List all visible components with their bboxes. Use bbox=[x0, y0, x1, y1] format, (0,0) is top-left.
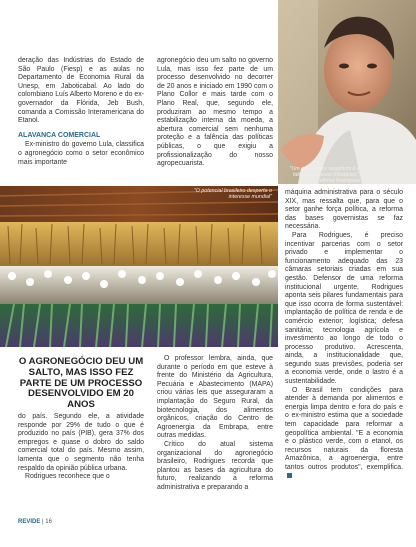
column-2-bottom bbox=[157, 355, 273, 493]
subheading: ALAVANCA COMERCIAL bbox=[18, 131, 101, 139]
portrait-caption: "Um dos pontos negativos é a falta de recursos tributários", afirma Rodrigues bbox=[289, 166, 360, 185]
paragraph: Rodrigues reconhece que o bbox=[25, 473, 110, 481]
page-number: 16 bbox=[45, 519, 52, 525]
pull-quote: O AGRONEGÓCIO DEU UM SALTO, MAS ISSO FEZ PARTE DE UM PROCESSO DESENVOLVIDO EM 20 ANOS bbox=[18, 356, 144, 411]
strip-caption: "O potencial brasileiro desperta o interesse mundial" bbox=[193, 188, 272, 201]
portrait-image bbox=[278, 0, 416, 184]
page-footer bbox=[18, 519, 52, 525]
paragraph: deração das Indústrias do Estado de São Paulo (Fiesp) e as aulas no Departamento de Economia Rural da Unesp, em Jaboticabal. Ao lado do colombiano Luís Alberto Moreno e do ex-governador da Flórida, Jeb Bush, comanda a Comissão Interamericana do Etanol. bbox=[18, 57, 144, 125]
paragraph: Ex-ministro do governo Lula, classifica o agronegócio como o setor econômico mais importante bbox=[18, 141, 144, 166]
paragraph: agronegócio deu um salto no governo Lula, mas isso fez parte de um processo desenvolvido no decorrer de 20 anos e iniciado em 1990 com o Plano Collor e mais tarde com o Plano Real, que, segundo ele, produziram ao mesmo tempo a estabilização interna da moeda, a abertura comercial sem nenhuma proteção e a falência das políticas públicas, o que exigiu a profissionalização do nosso agropecuarista. bbox=[157, 57, 273, 168]
crop-strip-image bbox=[0, 186, 278, 347]
column-1-bottom bbox=[18, 413, 144, 482]
column-1-top bbox=[18, 57, 144, 167]
column-2-top bbox=[157, 57, 273, 169]
end-mark-icon bbox=[287, 473, 292, 478]
paragraph: máquina administrativa para o século XIX, mas ressalta que, para que o setor ganhe força política, a reforma das bases governistas se faz necessária. bbox=[285, 189, 403, 231]
paragraph: Para Rodrigues, é preciso incentivar parcerias com o setor privado e implementar o funcionamento adequado das 23 câmaras setoriais criadas em sua gestão. Defensor de uma reforma institucional urgente, Rodrigues aponta seis pilares fundamentais para que isso ocorra de forma sustentável: implantação de política de renda e de comércio exterior; logística; defesa sanitária; tecnologia agrícola e investimento ao longo de todo o processo produtivo. Acrescenta, ainda, a institucionalidade que, segundo suas previsões, poderia ser a economia verde, onde o lastro é a sustentabilidade. bbox=[285, 231, 403, 386]
paragraph-text: O Brasil tem condições para atender à demanda por alimentos e energia limpa dentro e fora do país e o ex-ministro estima que a sociedade tem capacidade para reformar a geopolítica ambiental. "E a economia e o plástico verde, com o etanol, os recursos naturais da floresta Amazônica, a agroenergia, entre tantos outros produtos", exemplifica. bbox=[285, 386, 403, 471]
portrait-photo bbox=[278, 0, 416, 184]
paragraph: O professor lembra, ainda, que durante o período em que esteve à frente do Ministério da Agricultura, Pecuária e Abastecimento (MAPA) criou várias leis que asseguraram a implantação do Seguro Rural, da biotecnologia, dos alimentos orgânicos, criação do Centro de Agroenergia da Embrapa, entre outras medidas. bbox=[157, 355, 273, 440]
crop-strip-photo bbox=[0, 186, 278, 347]
column-3 bbox=[285, 189, 403, 481]
paragraph bbox=[285, 387, 403, 482]
paragraph: Crítico do atual sistema organizacional do agronegócio brasileiro, Rodrigues recorda que plantou as bases da agricultura do futuro, realizando a reforma administrativa e preparando a bbox=[157, 440, 273, 491]
paragraph: do país. Segundo ele, a atividade responde por 29% de tudo o que é produzido no país (PIB), gera 37% dos empregos e quase o dobro do saldo comercial total do país. Mesmo assim, lamenta que o segmento não tenha respaldo da opinião pública urbana. bbox=[18, 413, 144, 472]
footer-separator: | bbox=[42, 519, 44, 525]
magazine-name: REVIDE bbox=[18, 519, 41, 525]
